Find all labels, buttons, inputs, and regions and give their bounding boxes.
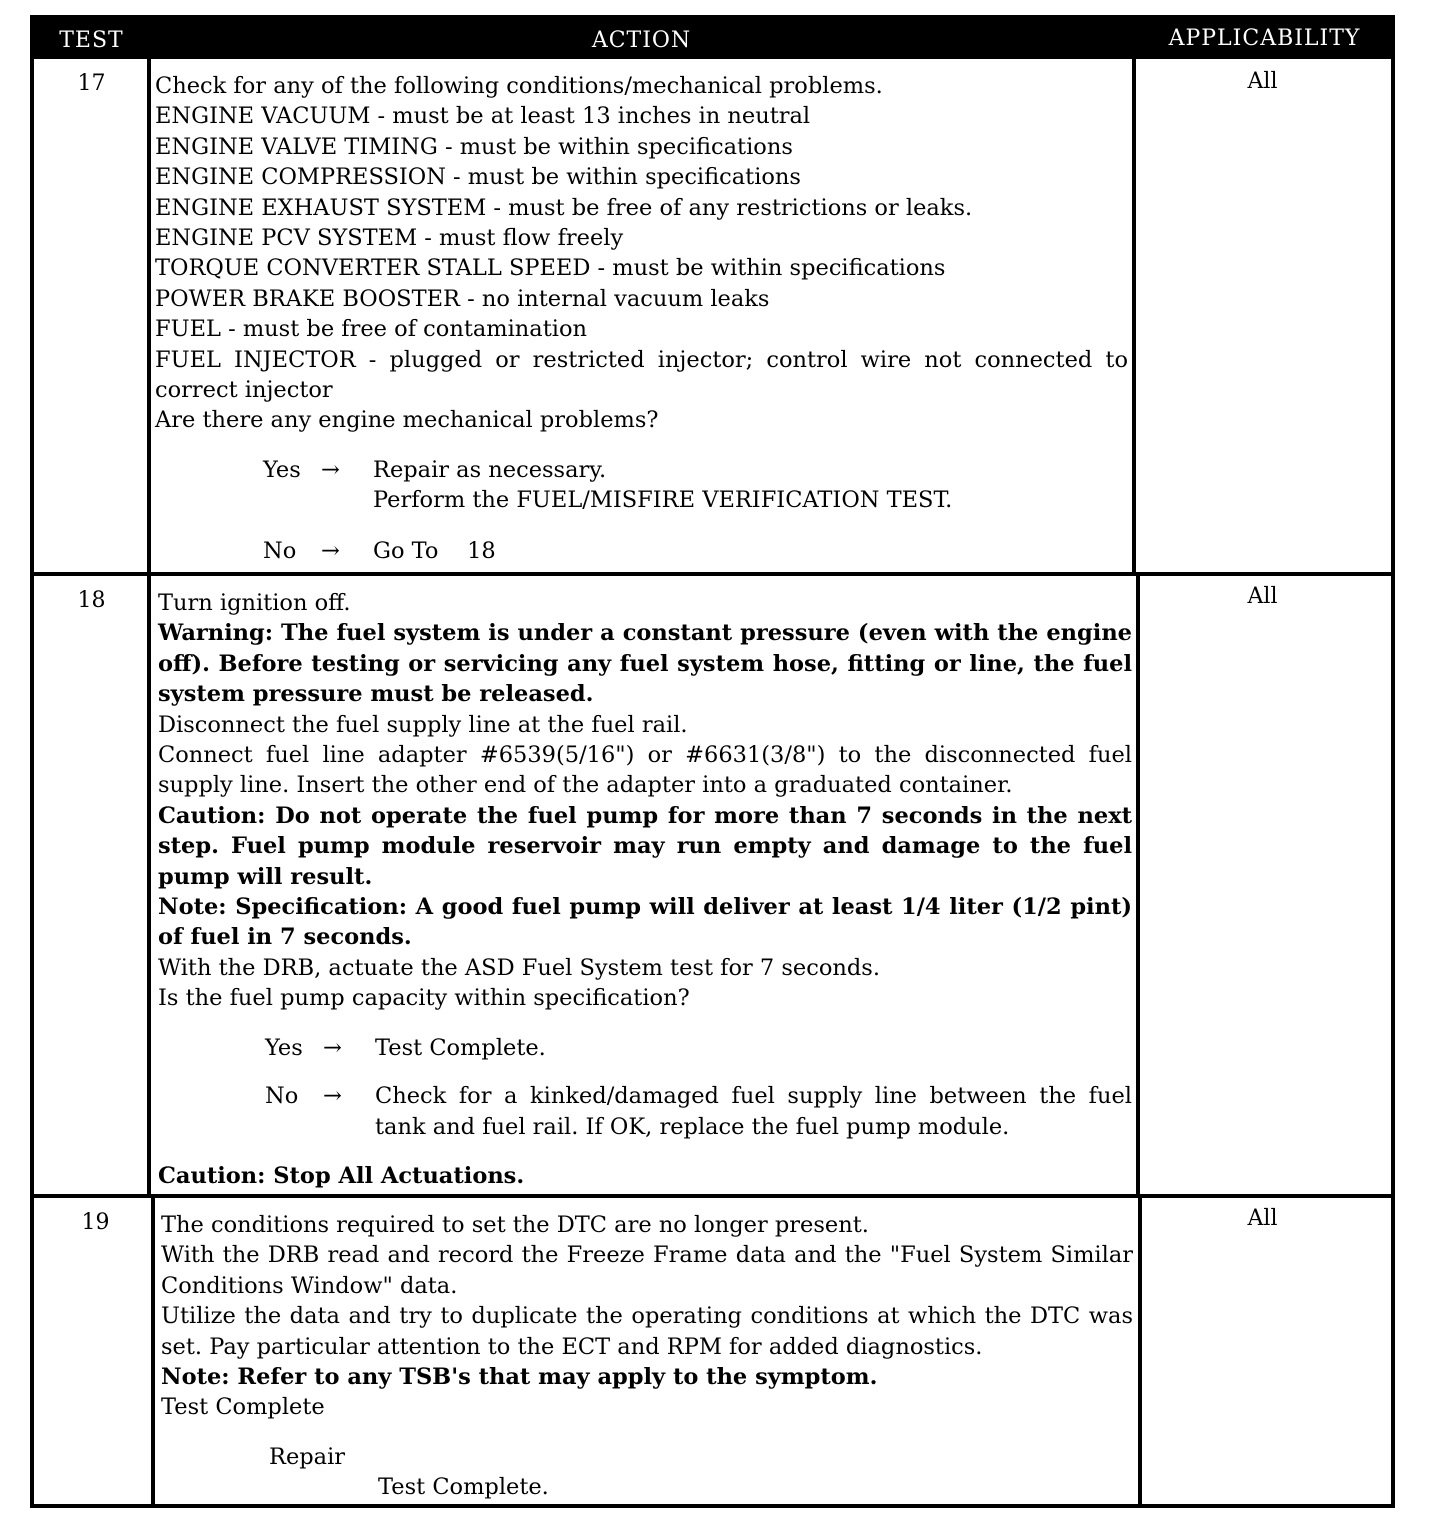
no-label: No (265, 1083, 299, 1110)
note-text: Note: Specification: A good fuel pump will deliver at least 1/4 liter (1/2 pint) of fuel in 7 seconds. (158, 894, 1132, 951)
action-line: FUEL INJECTOR - plugged or restricted injector; control wire not connected to correct injector (155, 346, 1128, 404)
question: Are there any engine mechanical problems? (155, 407, 659, 434)
warning-text: Warning: The fuel system is under a constant pressure (even with the engine off). Before testing or servicing any fuel system hose, fitting or line, the fuel system pressure must be released. (158, 620, 1132, 708)
applicability: All (1247, 69, 1278, 94)
action-line: ENGINE VACUUM - must be at least 13 inches in neutral (155, 103, 811, 130)
action-cell (161, 1210, 1133, 1503)
diagnostic-table (30, 15, 1395, 1508)
column-divider (151, 1198, 155, 1508)
table-header (34, 19, 1391, 59)
action-line: ENGINE VALVE TIMING - must be within specifications (155, 133, 793, 160)
action-line: The conditions required to set the DTC are no longer present. (161, 1212, 869, 1238)
yes-response (263, 455, 1128, 516)
no-text: Go To 18 (373, 537, 496, 564)
test-number: 17 (77, 71, 106, 96)
column-divider (147, 576, 151, 1194)
action-line: FUEL - must be free of contamination (155, 316, 587, 343)
column-divider (1136, 576, 1140, 1194)
action-line: Test Complete (161, 1394, 325, 1421)
question: Is the fuel pump capacity within specification? (158, 985, 690, 1012)
no-label: No (263, 537, 297, 564)
column-divider (1138, 1198, 1142, 1508)
action-line: Connect fuel line adapter #6539(5/16") or #6631(3/8") to the disconnected fuel supply line. Insert the other end of the adapter into a graduated container. (158, 742, 1132, 799)
table-row-18 (34, 572, 1391, 1194)
caution-text: Caution: Do not operate the fuel pump for more than 7 seconds in the next step. Fuel pump module reservoir may run empty and damage to the fuel pump will result. (158, 802, 1132, 890)
header-action: ACTION (591, 28, 692, 53)
arrow-icon: → (323, 1083, 342, 1110)
yes-text: Perform the FUEL/MISFIRE VERIFICATION TEST. (373, 487, 953, 514)
action-cell (155, 71, 1128, 566)
action-line: Disconnect the fuel supply line at the fuel rail. (158, 711, 688, 738)
action-line: With the DRB read and record the Freeze Frame data and the "Fuel System Similar Conditions Window" data. (161, 1242, 1133, 1299)
arrow-icon: → (321, 456, 340, 483)
yes-response (265, 1033, 1132, 1063)
action-line: Check for any of the following conditions/mechanical problems. (155, 73, 883, 99)
action-line: Utilize the data and try to duplicate the operating conditions at which the DTC was set. Pay particular attention to the ECT and RPM for added diagnostics. (161, 1303, 1133, 1360)
repair-label: Repair (269, 1443, 346, 1470)
no-response (265, 1081, 1132, 1142)
final-caution: Caution: Stop All Actuations. (158, 1162, 525, 1189)
action-line: TORQUE CONVERTER STALL SPEED - must be within specifications (155, 255, 946, 282)
arrow-icon: → (323, 1034, 342, 1061)
action-line: ENGINE PCV SYSTEM - must flow freely (155, 225, 624, 252)
table-row-19 (34, 1194, 1391, 1508)
test-number: 18 (77, 588, 106, 613)
header-test: TEST (59, 28, 124, 53)
arrow-icon: → (321, 537, 340, 564)
action-cell (158, 588, 1132, 1191)
note-text: Note: Refer to any TSB's that may apply to the symptom. (161, 1364, 878, 1391)
yes-text: Test Complete. (375, 1034, 546, 1061)
table-row-17 (34, 59, 1391, 572)
action-line: With the DRB, actuate the ASD Fuel System test for 7 seconds. (158, 954, 880, 981)
test-number: 19 (81, 1210, 110, 1235)
yes-text: Repair as necessary. (373, 456, 607, 483)
action-line: ENGINE COMPRESSION - must be within specifications (155, 164, 801, 191)
column-divider (147, 59, 151, 572)
applicability: All (1247, 1206, 1278, 1231)
column-divider (1132, 59, 1136, 572)
action-line: Turn ignition off. (158, 590, 351, 616)
no-response (263, 536, 1128, 566)
yes-label: Yes (265, 1034, 303, 1061)
applicability: All (1247, 584, 1278, 609)
action-line: POWER BRAKE BOOSTER - no internal vacuum leaks (155, 285, 770, 312)
yes-label: Yes (263, 456, 301, 483)
action-line: ENGINE EXHAUST SYSTEM - must be free of any restrictions or leaks. (155, 194, 973, 221)
repair-text: Test Complete. (378, 1474, 549, 1501)
no-text: Check for a kinked/damaged fuel supply line between the fuel tank and fuel rail. If OK, replace the fuel pump module. (375, 1083, 1132, 1140)
header-applicability: APPLICABILITY (1168, 26, 1361, 51)
